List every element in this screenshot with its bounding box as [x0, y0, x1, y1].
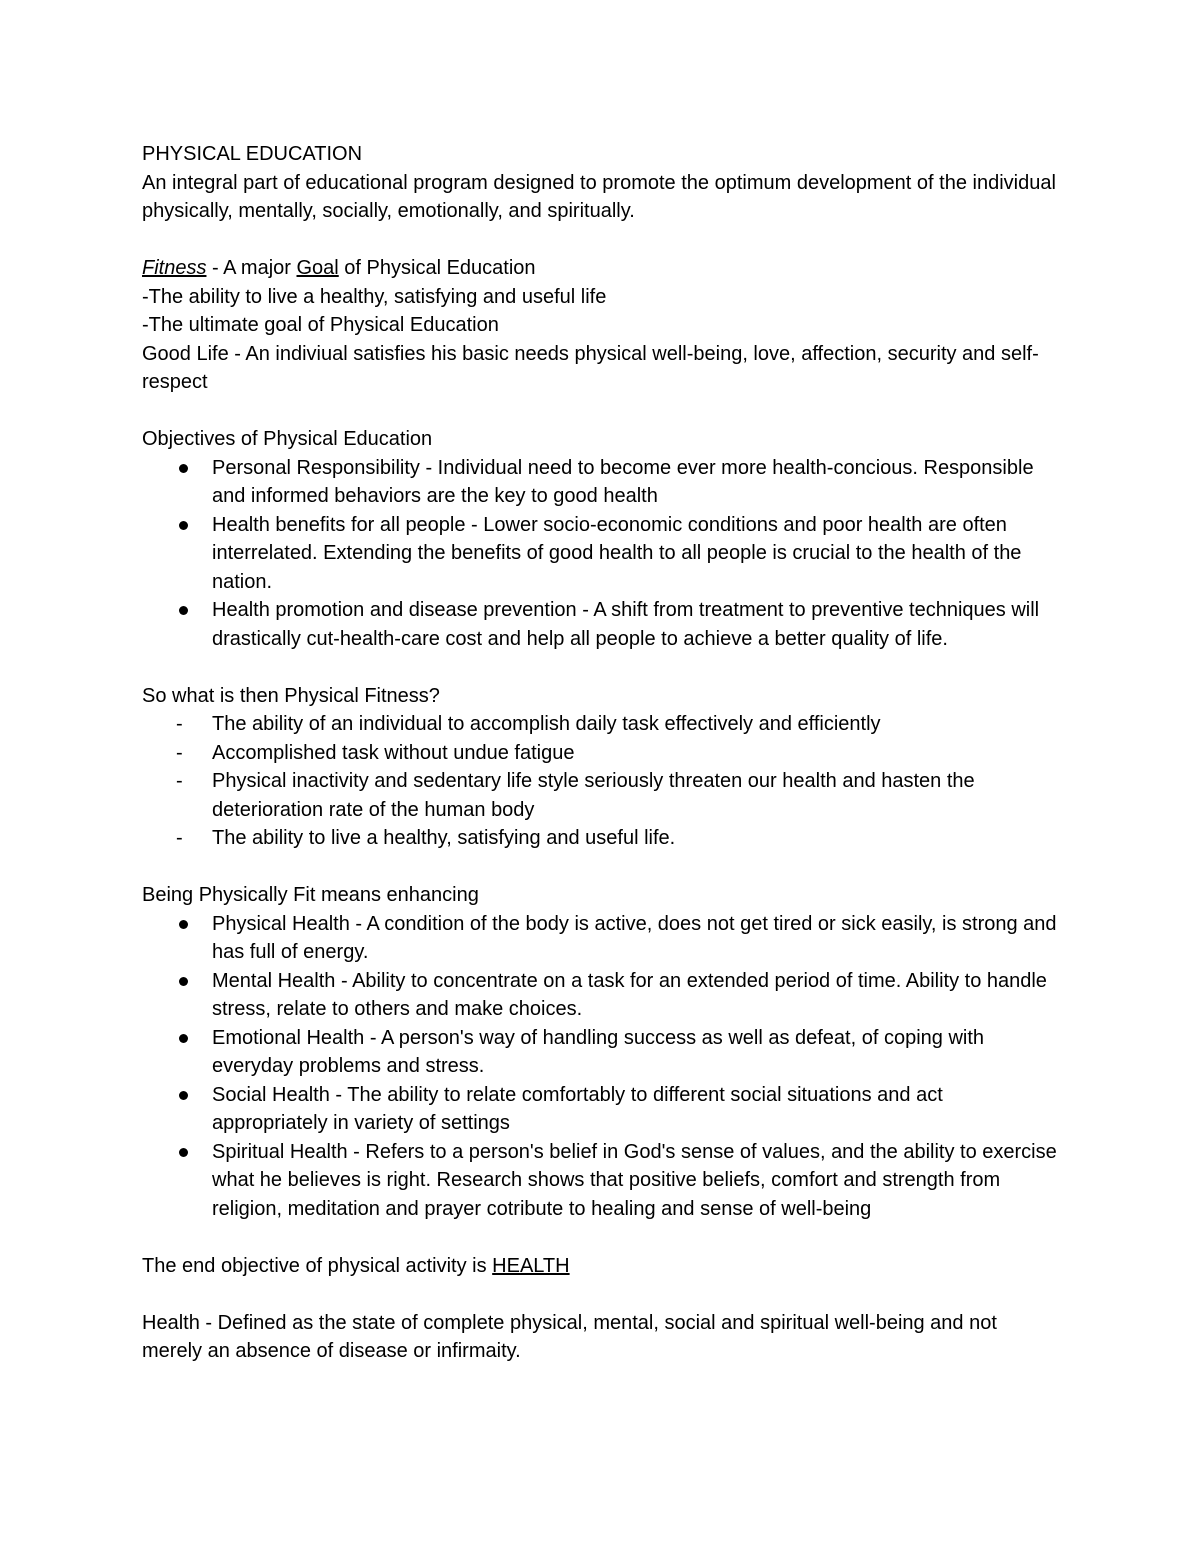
- objective-text: Personal Responsibility - Individual need to become ever more health-concious. Responsible and informed behaviors are the key to good health: [212, 456, 1034, 507]
- list-item: [142, 1138, 1062, 1224]
- physically-fit-heading: Being Physically Fit means enhancing: [142, 884, 479, 906]
- objective-text: Health promotion and disease prevention - A shift from treatment to preventive techniques will drastically cut-health-care cost and help all people to achieve a better quality of life.: [212, 599, 1040, 650]
- health-type-text: Social Health - The ability to relate comfortably to different social situations and act appropriately in variety of settings: [212, 1083, 943, 1134]
- list-item: [142, 454, 1062, 511]
- list-item: [142, 824, 1062, 853]
- objectives-heading: Objectives of Physical Education: [142, 428, 433, 450]
- definition-paragraph: An integral part of educational program designed to promote the optimum development of the individual physically, mentally, socially, emotionally, and spiritually.: [142, 171, 1056, 222]
- spacer: [142, 397, 1062, 426]
- fitness-line-1: -The ability to live a healthy, satisfying and useful life: [142, 285, 607, 308]
- physical-fitness-heading: So what is then Physical Fitness?: [142, 684, 440, 707]
- fitness-text-after: of Physical Education: [338, 257, 536, 279]
- dash-marker: -: [176, 741, 183, 764]
- fitness-text-before: - A major: [206, 257, 297, 279]
- fitness-item-text: Physical inactivity and sedentary life style seriously threaten our health and hasten the deterioration rate of the human body: [212, 770, 975, 821]
- health-definition-paragraph: Health - Defined as the state of complete physical, mental, social and spiritual well-being and not merely an absence of disease or infirmaity.: [142, 1311, 997, 1362]
- fitness-heading: [142, 254, 1062, 283]
- spacer: [142, 653, 1062, 682]
- list-item: [142, 511, 1062, 597]
- fitness-term: Fitness: [142, 257, 207, 279]
- goal-word: Goal: [296, 257, 339, 279]
- dash-marker: -: [176, 827, 183, 849]
- end-objective-line: [142, 1252, 1062, 1281]
- dash-marker: -: [176, 713, 183, 735]
- list-item: [142, 739, 1062, 768]
- dash-marker: -: [176, 770, 183, 792]
- physically-fit-list: [142, 910, 1062, 1224]
- list-item: [142, 967, 1062, 1024]
- spacer: [142, 853, 1062, 882]
- list-item: [142, 596, 1062, 653]
- end-objective-text: The end objective of physical activity is: [142, 1254, 493, 1277]
- objectives-list: [142, 454, 1062, 654]
- spacer: [142, 1280, 1062, 1309]
- list-item: [142, 710, 1062, 739]
- health-highlight: HEALTH: [492, 1254, 570, 1277]
- list-item: [142, 1024, 1062, 1081]
- health-type-text: Mental Health - Ability to concentrate on a task for an extended period of time. Ability to handle stress, relate to others and make choices.: [212, 969, 1047, 1020]
- fitness-item-text: The ability to live a healthy, satisfying and useful life.: [212, 827, 676, 849]
- document-page: [142, 140, 1062, 1366]
- spacer: [142, 1223, 1062, 1252]
- document-title: PHYSICAL EDUCATION: [142, 143, 363, 165]
- list-item: [142, 1081, 1062, 1138]
- list-item: [142, 910, 1062, 967]
- health-type-text: Spiritual Health - Refers to a person's belief in God's sense of values, and the ability to exercise what he believes is right. Research shows that positive beliefs, comfort and strength from religion, meditation and prayer cotribute to healing and sense of well-being: [212, 1140, 1057, 1220]
- spacer: [142, 226, 1062, 255]
- objective-text: Health benefits for all people - Lower socio-economic conditions and poor health are often interrelated. Extending the benefits of good health to all people is crucial to the health of the nation.: [212, 513, 1022, 593]
- health-type-text: Physical Health - A condition of the body is active, does not get tired or sick easily, is strong and has full of energy.: [212, 912, 1057, 963]
- physical-fitness-list: [142, 710, 1062, 853]
- fitness-line-2: -The ultimate goal of Physical Education: [142, 314, 499, 336]
- health-type-text: Emotional Health - A person's way of handling success as well as defeat, of coping with everyday problems and stress.: [212, 1026, 985, 1077]
- fitness-item-text: Accomplished task without undue fatigue: [212, 741, 575, 764]
- fitness-item-text: The ability of an individual to accomplish daily task effectively and efficiently: [212, 713, 881, 735]
- list-item: [142, 767, 1062, 824]
- good-life-paragraph: Good Life - An indiviual satisfies his basic needs physical well-being, love, affection, security and self-respect: [142, 342, 1039, 393]
